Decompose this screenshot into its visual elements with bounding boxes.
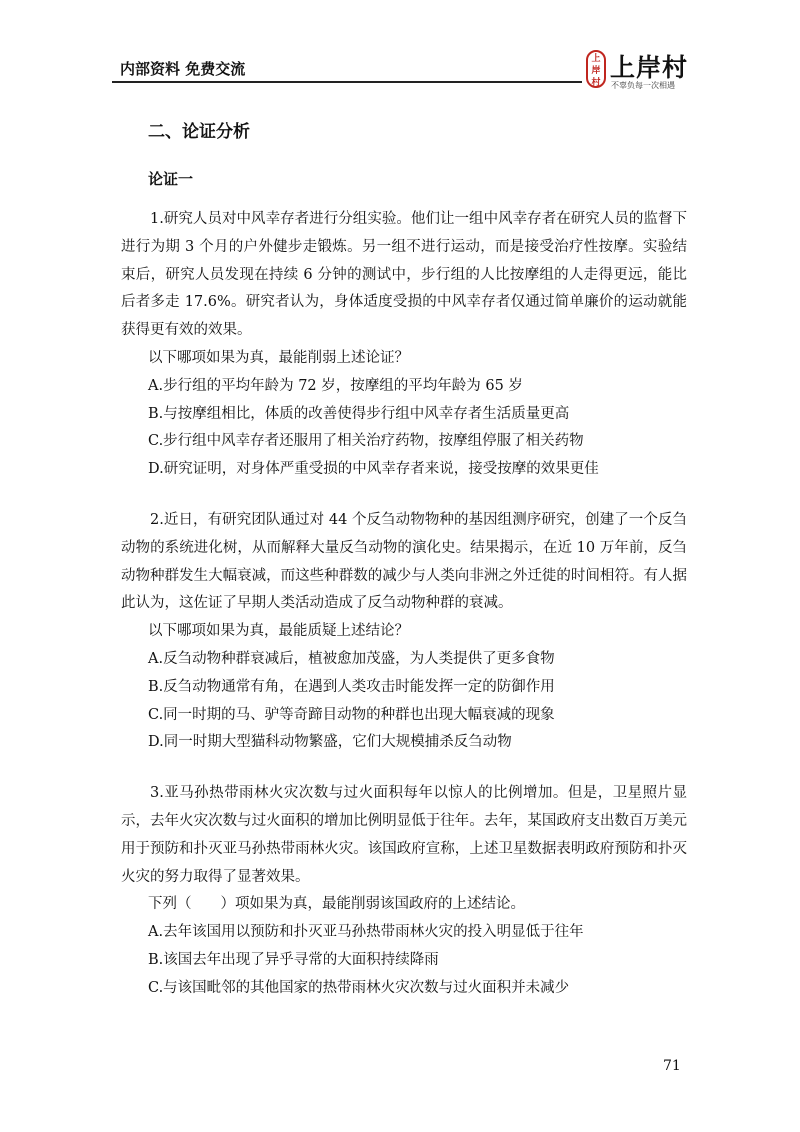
section-title: 二、论证分析 xyxy=(148,122,250,142)
question-block xyxy=(121,780,687,1002)
question-stem: 3.亚马孙热带雨林火灾次数与过火面积每年以惊人的比例增加。但是，卫星照片显示，去年火灾次数与过火面积的增加比例明显低于往年。去年，某国政府支出数百万美元用于预防和扑灭亚马孙热带雨林火灾。该国政府宣称，上述卫星数据表明政府预防和扑灭火灾的努力取得了显著效果。 xyxy=(121,785,687,885)
answer-option: B.该国去年出现了异乎寻常的大面积持续降雨 xyxy=(148,951,439,968)
question-prompt: 下列（ ）项如果为真，最能削弱该国政府的上述结论。 xyxy=(148,896,525,913)
seal-char: 村 xyxy=(591,78,601,88)
brand-tagline: 不辜负每一次相遇 xyxy=(611,81,675,90)
page-number: 71 xyxy=(663,1058,681,1074)
seal-char: 岸 xyxy=(591,66,601,76)
question-prompt: 以下哪项如果为真，最能质疑上述结论？ xyxy=(148,623,409,640)
brand-name: 上岸村 xyxy=(610,53,689,82)
answer-option: C.同一时期的马、驴等奇蹄目动物的种群也出现大幅衰减的现象 xyxy=(148,706,555,723)
answer-option: D.同一时期大型猫科动物繁盛，它们大规模捕杀反刍动物 xyxy=(148,734,512,751)
question-stem: 2.近日，有研究团队通过对 44 个反刍动物物种的基因组测序研究，创建了一个反刍动物的系统进化树，从而解释大量反刍动物的演化史。结果揭示，在近 10 万年前，反刍动物种群发生大幅衰减，而这些种群数的减少与人类向非洲之外迁徙的时间相符。有人据此认为，这佐证了早期人类活动造成了反刍动物种群的衰减。 xyxy=(121,511,687,612)
answer-option: D.研究证明，对身体严重受损的中风幸存者来说，接受按摩的效果更佳 xyxy=(148,461,599,478)
sub-title: 论证一 xyxy=(148,170,194,188)
question-block xyxy=(121,206,687,484)
answer-option: A.反刍动物种群衰减后，植被愈加茂盛，为人类提供了更多食物 xyxy=(148,650,555,667)
brand-logo xyxy=(586,50,696,92)
header-doc-label: 内部资料 免费交流 xyxy=(120,60,246,78)
answer-option: A.步行组的平均年龄为 72 岁，按摩组的平均年龄为 65 岁 xyxy=(148,377,523,394)
question-list xyxy=(121,206,687,1003)
question-block xyxy=(121,507,687,757)
header-divider xyxy=(112,81,582,83)
question-prompt: 以下哪项如果为真，最能削弱上述论证？ xyxy=(148,349,409,366)
seal-char: 上 xyxy=(591,54,601,64)
answer-option: C.步行组中风幸存者还服用了相关治疗药物，按摩组停服了相关药物 xyxy=(148,433,584,450)
answer-option: B.与按摩组相比，体质的改善使得步行组中风幸存者生活质量更高 xyxy=(148,405,570,422)
answer-option: B.反刍动物通常有角，在遇到人类攻击时能发挥一定的防御作用 xyxy=(148,678,555,695)
question-stem: 1.研究人员对中风幸存者进行分组实验。他们让一组中风幸存者在研究人员的监督下进行为期 3 个月的户外健步走锻炼。另一组不进行运动，而是接受治疗性按摩。实验结束后，研究人员发现在持续 6 分钟的测试中，步行组的人比按摩组的人走得更远，能比后者多走 17.6%。研究者认为，身体适度受损的中风幸存者仅通过简单廉价的运动就能获得更有效的效果。 xyxy=(121,211,687,339)
seal-icon xyxy=(586,50,606,88)
answer-option: A.去年该国用以预防和扑灭亚马孙热带雨林火灾的投入明显低于往年 xyxy=(148,924,584,941)
answer-option: C.与该国毗邻的其他国家的热带雨林火灾次数与过火面积并未减少 xyxy=(148,979,570,996)
